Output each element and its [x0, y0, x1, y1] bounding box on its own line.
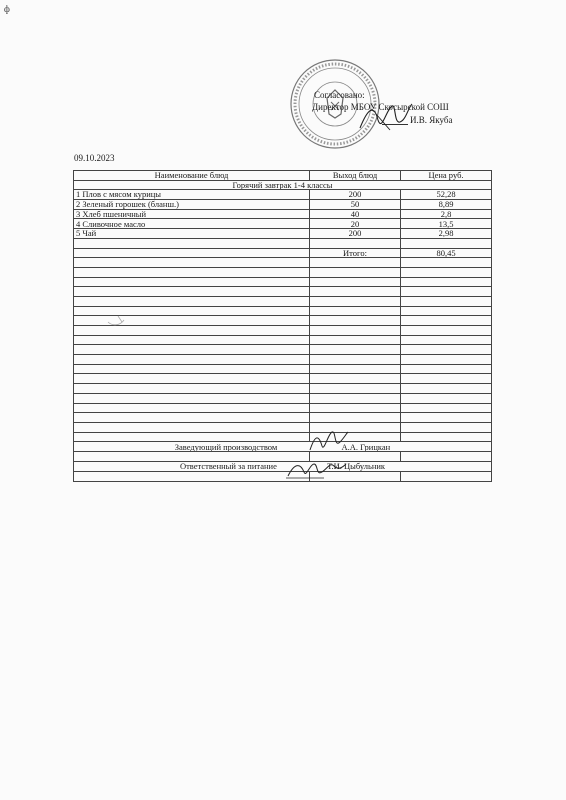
- director-signature: [356, 100, 416, 136]
- dish-yield: 40: [310, 209, 401, 219]
- empty-row: [74, 277, 492, 287]
- head-signature: [306, 428, 350, 456]
- header-name: Наименование блюд: [74, 171, 310, 181]
- dish-price: 8,89: [401, 200, 492, 210]
- empty-row: [74, 258, 492, 268]
- header-yield: Выход блюд: [310, 171, 401, 181]
- total-value: 80,45: [401, 248, 492, 258]
- dish-name: 3 Хлеб пшеничный: [74, 209, 310, 219]
- empty-row: [74, 364, 492, 374]
- dish-name: 5 Чай: [74, 229, 310, 239]
- dish-yield: 200: [310, 190, 401, 200]
- dish-name: 2 Зеленый горошек (бланш.): [74, 200, 310, 210]
- empty-row: [74, 335, 492, 345]
- dish-price: 13,5: [401, 219, 492, 229]
- table-row: [74, 219, 492, 229]
- approval-label: Согласовано:: [314, 90, 365, 100]
- menu-table: [73, 170, 492, 482]
- empty-row: [74, 355, 492, 365]
- dish-price: 2,8: [401, 209, 492, 219]
- dish-price: 52,28: [401, 190, 492, 200]
- table-row: [74, 190, 492, 200]
- table-row: [74, 229, 492, 239]
- dish-price: 2,98: [401, 229, 492, 239]
- empty-row: [74, 413, 492, 423]
- dish-name: 1 Плов с мясом курицы: [74, 190, 310, 200]
- approval-director: Директор МБОУ Скосырской СОШ: [312, 102, 449, 112]
- empty-row: [74, 471, 492, 481]
- empty-row: [74, 452, 492, 462]
- empty-row: [74, 384, 492, 394]
- dish-name: 4 Сливочное масло: [74, 219, 310, 229]
- empty-row: [74, 326, 492, 336]
- resp-signature: [284, 458, 350, 482]
- corner-mark: ф: [4, 4, 10, 14]
- dish-yield: 50: [310, 200, 401, 210]
- empty-row: [74, 306, 492, 316]
- empty-row: [74, 287, 492, 297]
- empty-row: [74, 296, 492, 306]
- empty-row: [74, 374, 492, 384]
- resp-signature-cell: [74, 461, 492, 471]
- empty-row: [74, 345, 492, 355]
- pencil-scribble: [104, 312, 128, 328]
- empty-row: [74, 422, 492, 432]
- total-row: [74, 248, 492, 258]
- total-label: Итого:: [310, 248, 401, 258]
- head-name: А.А. Грицкан: [341, 441, 391, 452]
- empty-row: [74, 238, 492, 248]
- resp-label: Ответственный за питание: [179, 461, 277, 472]
- document-date: 09.10.2023: [74, 153, 115, 163]
- empty-row: [74, 403, 492, 413]
- empty-row: [74, 432, 492, 442]
- dish-yield: 200: [310, 229, 401, 239]
- section-title: Горячий завтрак 1-4 классы: [74, 180, 492, 190]
- empty-row: [74, 316, 492, 326]
- empty-row: [74, 393, 492, 403]
- table-row: [74, 200, 492, 210]
- empty-row: [74, 267, 492, 277]
- head-signature-cell: [74, 442, 492, 452]
- resp-name: Т.И. Цыбульник: [327, 461, 386, 472]
- header-price: Цена руб.: [401, 171, 492, 181]
- table-row: [74, 209, 492, 219]
- section-row: [74, 180, 492, 190]
- table-header-row: [74, 171, 492, 181]
- head-label: Заведующий производством: [174, 441, 278, 452]
- approval-director-name: И.В. Якуба: [410, 115, 453, 125]
- dish-yield: 20: [310, 219, 401, 229]
- head-signature-row: [74, 442, 492, 452]
- resp-signature-row: [74, 461, 492, 471]
